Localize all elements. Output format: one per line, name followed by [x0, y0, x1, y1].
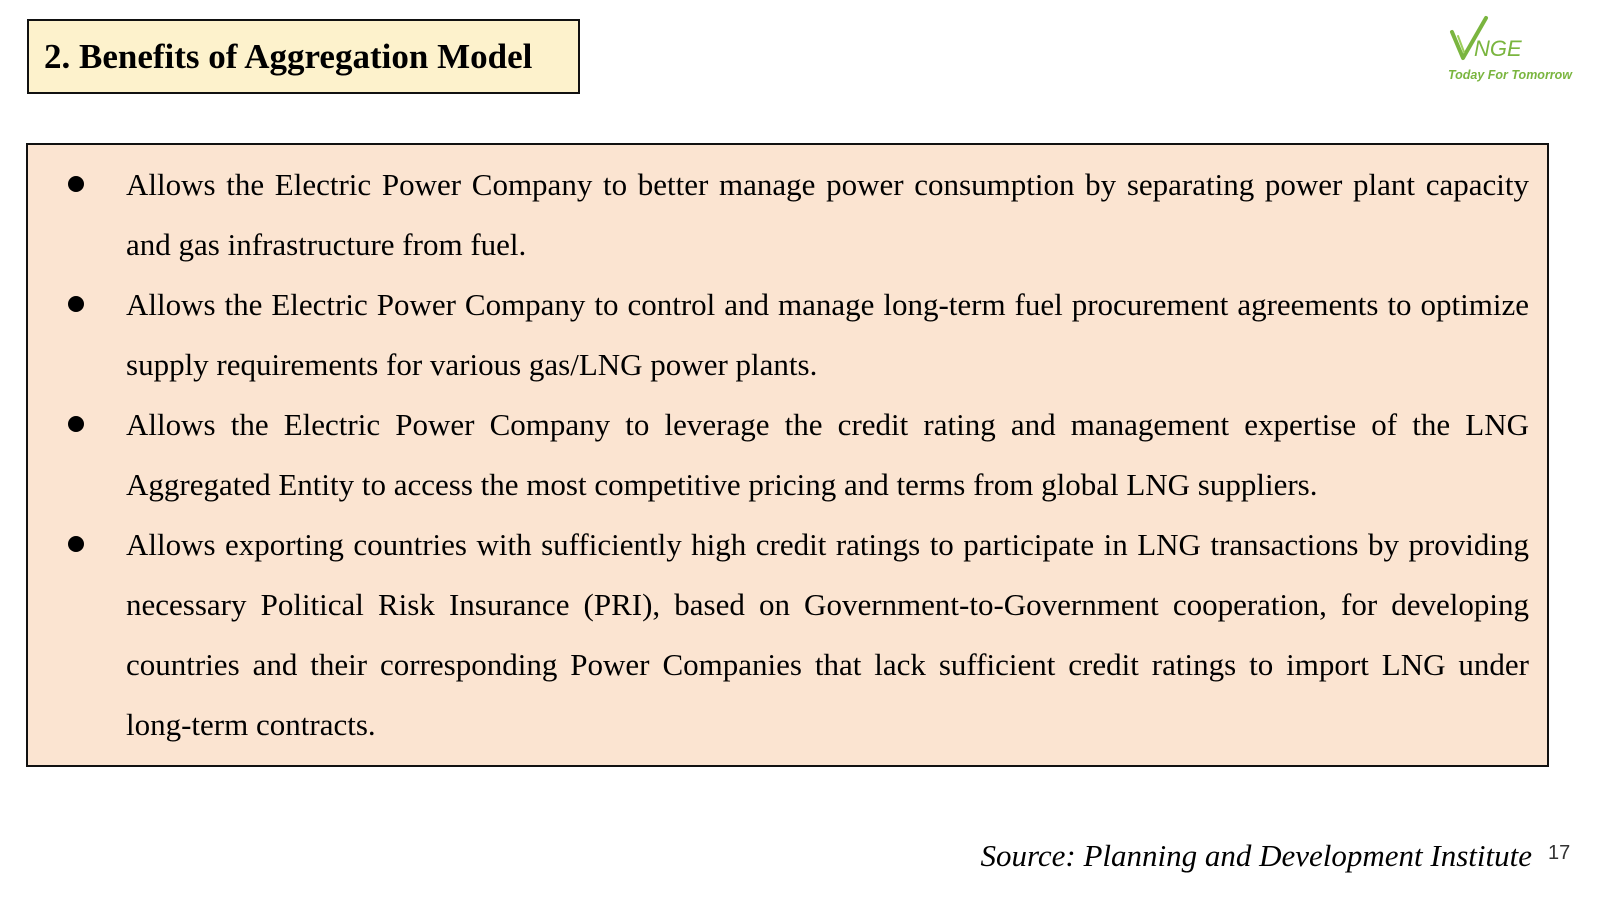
list-item — [28, 155, 1529, 275]
list-item-text: Allows the Electric Power Company to control and manage long-term fuel procurement agreements to optimize supply requirements for various gas/LNG power plants. — [126, 287, 1529, 382]
benefits-list — [28, 155, 1529, 755]
vnge-logo — [1430, 12, 1590, 92]
list-item-text: Allows the Electric Power Company to better manage power consumption by separating power plant capacity and gas infrastructure from fuel. — [126, 167, 1529, 262]
bullet-icon — [68, 416, 84, 432]
bullet-icon — [68, 176, 84, 192]
list-item-text: Allows the Electric Power Company to leverage the credit rating and management expertise of the LNG Aggregated Entity to access the most competitive pricing and terms from global LNG suppliers. — [126, 407, 1529, 502]
list-item — [28, 395, 1529, 515]
bullet-icon — [68, 296, 84, 312]
benefits-panel — [26, 143, 1549, 767]
slide-title-box — [27, 19, 580, 94]
list-item-text: Allows exporting countries with sufficiently high credit ratings to participate in LNG transactions by providing necessary Political Risk Insurance (PRI), based on Government-to-Government cooperation, for developing countries and their corresponding Power Companies that lack sufficient credit ratings to import LNG under long-term contracts. — [126, 527, 1529, 742]
logo-wordmark: NGE — [1474, 36, 1522, 61]
source-citation: Source: Planning and Development Institute — [980, 838, 1532, 873]
list-item — [28, 515, 1529, 755]
list-item — [28, 275, 1529, 395]
page-number: 17 — [1548, 842, 1571, 864]
slide-title: 2. Benefits of Aggregation Model — [44, 37, 533, 76]
bullet-icon — [68, 536, 84, 552]
vnge-logo-mark — [1430, 12, 1590, 68]
logo-tagline: Today For Tomorrow — [1447, 68, 1573, 82]
